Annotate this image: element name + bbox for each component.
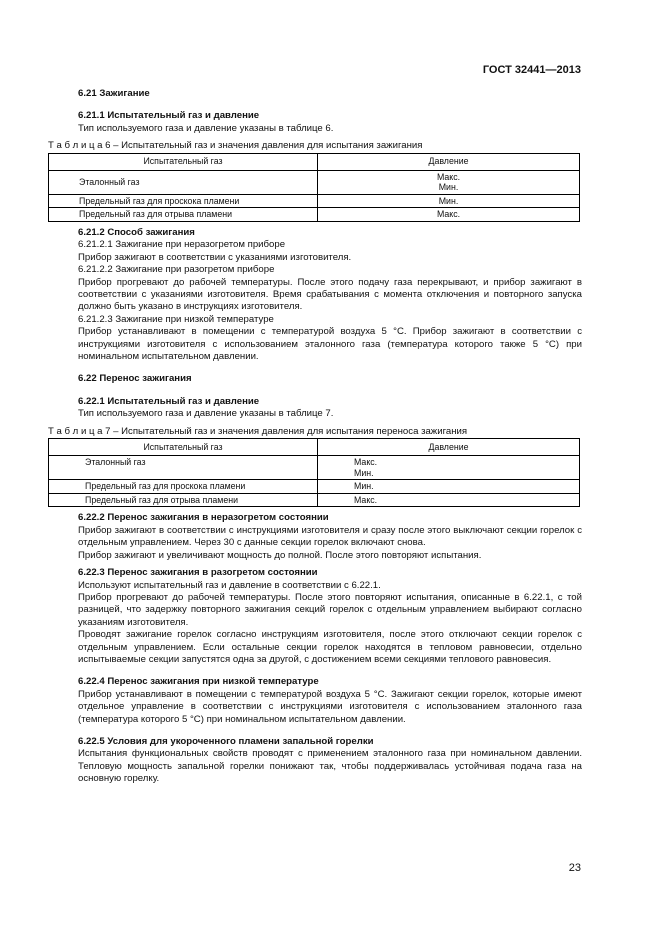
table-row xyxy=(49,194,580,208)
section-title: 6.22 Перенос зажигания xyxy=(78,373,192,385)
table-header-cell: Испытательный газ xyxy=(49,153,318,170)
subsection-title: 6.22.5 Условия для укороченного пламени запальной горелки xyxy=(78,735,374,747)
subsection-title: 6.22.1 Испытательный газ и давление xyxy=(78,395,260,407)
table-cell xyxy=(318,456,580,480)
paragraph: Прибор зажигают в соответствии с указаниями изготовителя. xyxy=(78,251,352,263)
table-caption: Т а б л и ц а 7 – Испытательный газ и значения давления для испытания переноса зажигания xyxy=(48,425,468,437)
table-cell: Мин. xyxy=(318,480,580,494)
paragraph: Прибор прогревают до рабочей температуры. После этого подачу газа перекрывают, и прибор зажигают в соответствии с указаниями изготовителя. Время срабатывания с момента отключения и повторного запуска должно быть указано в инструкциях изготовителя. xyxy=(78,276,582,313)
table-cell: Предельный газ для проскока пламени xyxy=(49,194,318,208)
subsection-title: 6.22.3 Перенос зажигания в разогретом состоянии xyxy=(78,567,318,579)
paragraph: 6.21.2.3 Зажигание при низкой температуре xyxy=(78,313,274,325)
paragraph: 6.21.2.1 Зажигание при неразогретом приборе xyxy=(78,239,286,251)
page-content xyxy=(48,88,582,786)
table-caption: Т а б л и ц а 6 – Испытательный газ и значения давления для испытания зажигания xyxy=(48,140,423,152)
table-header-row xyxy=(49,153,580,170)
table-header-cell: Давление xyxy=(318,439,580,456)
document-code: ГОСТ 32441—2013 xyxy=(482,64,581,76)
paragraph: Прибор зажигают и увеличивают мощность до полной. После этого повторяют испытания. xyxy=(78,549,482,561)
table-cell: Макс. xyxy=(318,493,580,507)
paragraph: Испытания функциональных свойств проводят с применением эталонного газа при номинальном давлении. Тепловую мощность запальной горелки понижают так, чтобы поддерживалась устойчивая подача газа на основную горелку. xyxy=(78,748,582,785)
table-cell: Эталонный газ xyxy=(49,170,318,194)
table-6 xyxy=(48,153,580,222)
pressure-value: Мин. xyxy=(438,182,459,193)
table-cell: Эталонный газ xyxy=(49,456,318,480)
paragraph: Тип используемого газа и давление указаны в таблице 7. xyxy=(78,408,334,420)
table-cell: Макс. xyxy=(318,208,580,222)
pressure-value: Макс. xyxy=(436,171,461,182)
table-cell: Предельный газ для отрыва пламени xyxy=(49,208,318,222)
paragraph: Тип используемого газа и давление указаны в таблице 6. xyxy=(78,122,334,134)
table-header-row xyxy=(49,439,580,456)
table-cell xyxy=(318,170,580,194)
table-7 xyxy=(48,438,580,507)
table-header-cell: Давление xyxy=(318,153,580,170)
paragraph: 6.21.2.2 Зажигание при разогретом приборе xyxy=(78,264,275,276)
subsection-title: 6.21.2 Способ зажигания xyxy=(78,227,195,238)
table-cell: Предельный газ для отрыва пламени xyxy=(49,493,318,507)
paragraph: Используют испытательный газ и давление в соответствии с 6.22.1. xyxy=(78,579,381,591)
paragraph: Прибор зажигают в соответствии с инструкциями изготовителя и сразу после этого выключают секции горелок с отдельным управлением. Через 30 с данные секции горелок включают снова. xyxy=(78,524,582,549)
pressure-value: Макс. xyxy=(354,457,378,468)
table-cell: Мин. xyxy=(318,194,580,208)
subsection-title: 6.21.1 Испытательный газ и давление xyxy=(78,110,260,122)
subsection-title: 6.22.2 Перенос зажигания в неразогретом состоянии xyxy=(78,512,329,524)
paragraph: Проводят зажигание горелок согласно инструкциям изготовителя, после этого отключают секции горелок с отдельным управлением. Если остальные секции горелок находятся в тепловом равновесии, отдельно испытываемые секции запустятся одна за другой, с достижением всеми секциями теплового равновесия. xyxy=(78,629,582,665)
table-row xyxy=(49,208,580,222)
table-row xyxy=(49,456,580,480)
page-number: 23 xyxy=(568,862,581,874)
paragraph: Прибор устанавливают в помещении с температурой воздуха 5 °С. Зажигают секции горелок, которые имеют отдельное управление в соответствии с инструкциями изготовителя с использованием эталонного газа (температура которого 5 °С) при номинальном испытательном давлении. xyxy=(78,688,582,725)
subsection-title: 6.22.4 Перенос зажигания при низкой температуре xyxy=(78,676,319,688)
table-row xyxy=(49,170,580,194)
table-cell: Предельный газ для проскока пламени xyxy=(49,480,318,494)
table-row xyxy=(49,493,580,507)
paragraph: Прибор устанавливают в помещении с температурой воздуха 5 °С. Прибор зажигают в соответствии с инструкциями изготовителя с использованием эталонного газа (температура которого также 5 °С) при номинальном испытательном давлении. xyxy=(78,326,582,363)
section-title: 6.21 Зажигание xyxy=(78,88,150,99)
table-header-cell: Испытательный газ xyxy=(49,439,318,456)
table-row xyxy=(49,480,580,494)
paragraph: Прибор прогревают до рабочей температуры. После этого повторяют испытания, описанные в 6.22.1, с той разницей, что задержку повторного зажигания секций горелок с отдельным управлением выбирают согласно указаниям изготовителя. xyxy=(78,591,582,628)
pressure-value: Мин. xyxy=(354,467,374,478)
